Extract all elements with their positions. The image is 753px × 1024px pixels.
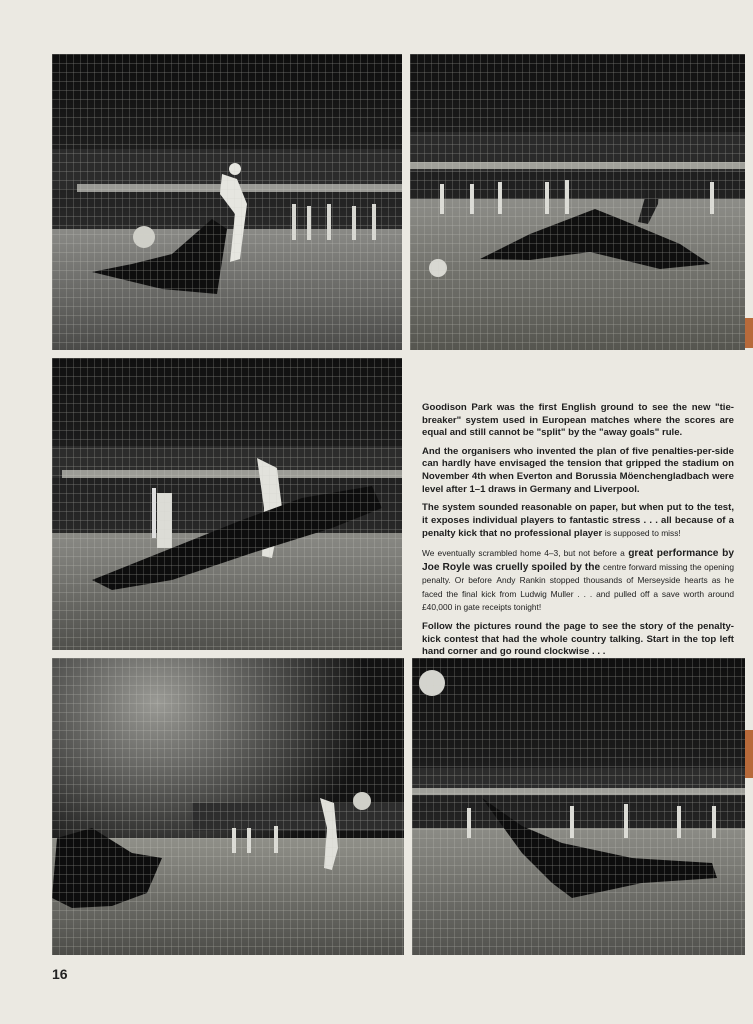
photo-penalty-1 xyxy=(52,54,402,350)
photo-penalty-4 xyxy=(52,658,404,955)
edge-tab-bottom xyxy=(745,730,753,778)
photo-penalty-5 xyxy=(412,658,745,955)
article-result-line2: great performance by Joe Royle was cruelly spoiled by the xyxy=(422,547,734,573)
photo-penalty-1-image xyxy=(52,54,402,350)
photo-penalty-5-image xyxy=(412,658,745,955)
article-result-line3: centre forward missing the opening penalty. Or before xyxy=(422,561,734,586)
article-text xyxy=(422,402,734,665)
page-number: 16 xyxy=(52,966,68,982)
article-system-end: is supposed to miss! xyxy=(604,528,681,539)
article-paragraph-intro: Goodison Park was the first English ground to see the new "tie-breaker" system used in European matches where the scores are equal and still cannot be "split" by the "away goals" rule. xyxy=(422,402,734,439)
edge-tab-top xyxy=(745,318,753,348)
photo-penalty-2 xyxy=(410,54,745,350)
article-paragraph-organisers: And the organisers who invented the plan of five penalties-per-side can hardly have envisaged the tension that gripped the stadium on November 4th when Everton and Borussia Möenchengladbach were level after 1–1 draws in Germany and Liverpool. xyxy=(422,445,734,495)
photo-penalty-3 xyxy=(52,358,402,650)
photo-penalty-2-image xyxy=(410,54,745,350)
article-system-main: The system sounded reasonable on paper, but when put to the test, it exposes individual players to fantastic stress . . . all because of a penalty kick that no professional player xyxy=(422,502,734,540)
article-paragraph-follow: Follow the pictures round the page to see the story of the penalty-kick contest that had the whole country talking. Start in the top left hand corner and go round clockwise . . . xyxy=(422,620,734,658)
article-result-line4: Andy Rankin stopped thousands of Merseyside hearts as he faced the final kick from Ludwig Muller . . . and pulled off a save worth around £40,000 in gate receipts tonight! xyxy=(422,575,734,613)
photo-penalty-4-image xyxy=(52,658,404,955)
article-paragraph-system xyxy=(422,502,734,541)
photo-penalty-3-image xyxy=(52,358,402,650)
article-paragraph-result xyxy=(422,547,734,615)
article-result-line1: We eventually scrambled home 4–3, but not before a xyxy=(422,547,625,558)
